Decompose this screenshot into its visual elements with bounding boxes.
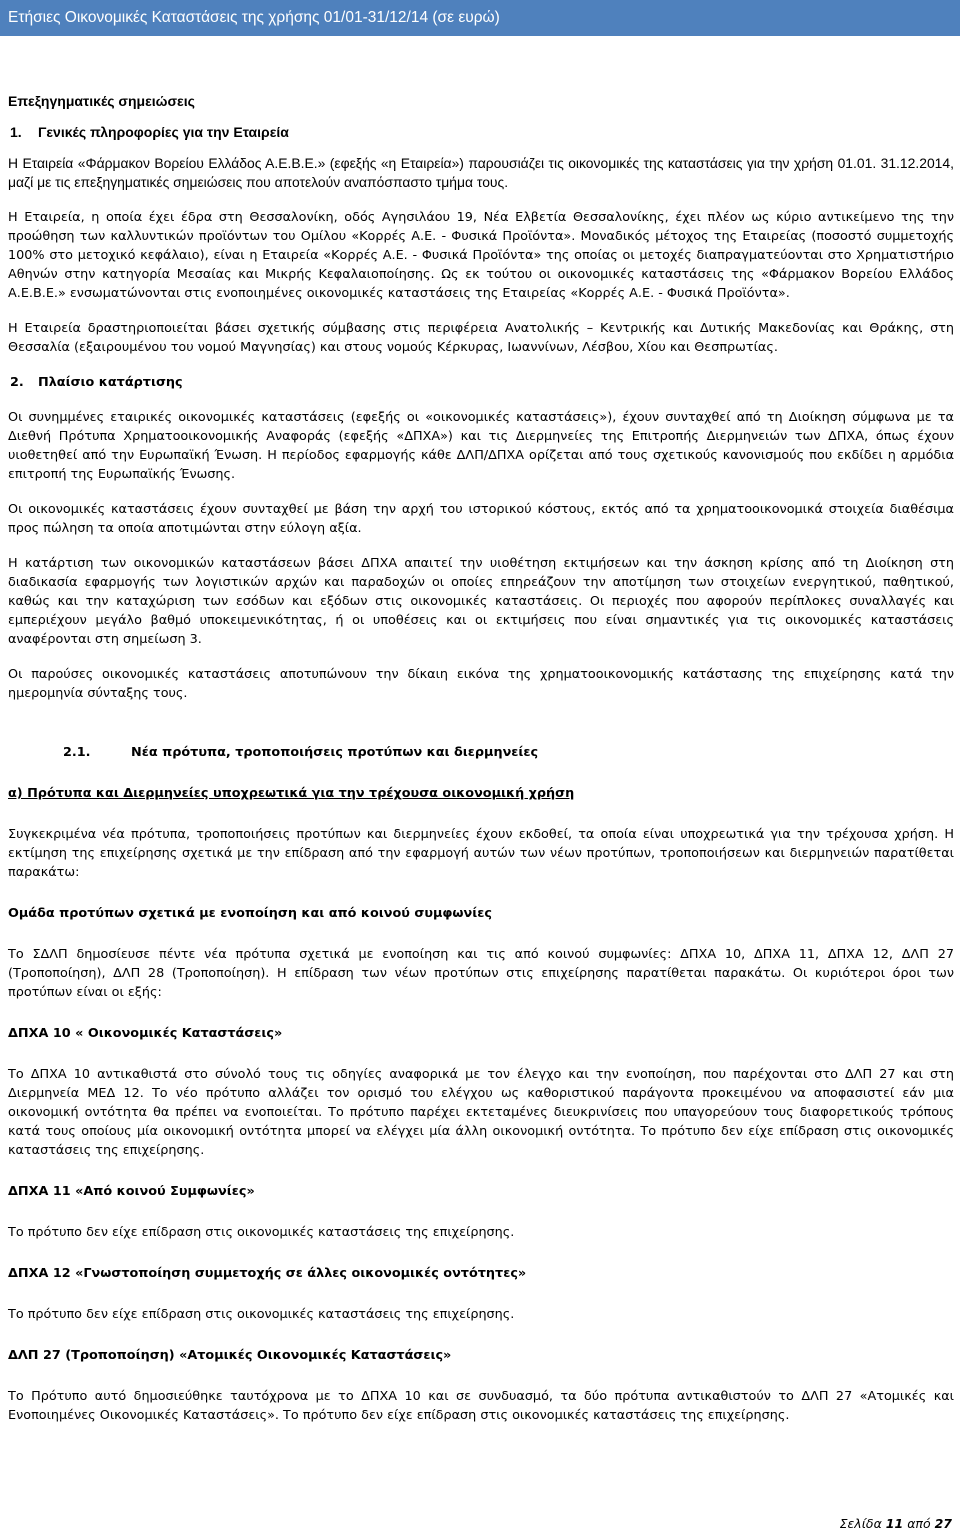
- footer-of-label: από: [907, 1516, 931, 1531]
- section-1-paragraph-1: Η Εταιρεία «Φάρμακον Βορείου Ελλάδος Α.Ε.Β.Ε.» (εφεξής «η Εταιρεία») παρουσιάζει τις οικονομικές της καταστάσεις για την χρήση 01.01. 31.12.2014, μαζί με τις επεξηγηματικές σημειώσεις που αποτελούν αναπόσπαστο τμήμα τους.: [8, 155, 954, 190]
- section-2-1-paragraph-1: Συγκεκριμένα νέα πρότυπα, τροποποιήσεις προτύπων και διερμηνείες έχουν εκδοθεί, τα οποία είναι υποχρεωτικά για την τρέχουσα χρήση. Η εκτίμηση της επιχείρησης σχετικά με την επίδραση από την εφαρμογή αυτών των νέων προτύπων, τροποποιήσεων και διερμηνειών παρατίθεται παρακάτω:: [8, 827, 954, 880]
- section-2-paragraph-2: Οι οικονομικές καταστάσεις έχουν συνταχθεί με βάση την αρχή του ιστορικού κόστους, εκτός από τα χρηματοοικονομικά στοιχεία διαθέσιμα προς πώληση τα οποία αποτιμώνται στην εύλογη αξία.: [8, 502, 954, 536]
- ifrs12-text: Το πρότυπο δεν είχε επίδραση στις οικονομικές καταστάσεις της επιχείρησης.: [8, 1307, 515, 1322]
- page-content: [8, 92, 954, 1425]
- consolidation-group-title: Ομάδα προτύπων σχετικά με ενοποίηση και από κοινού συμφωνίες: [8, 906, 492, 921]
- notes-title: Επεξηγηματικές σημειώσεις: [8, 93, 195, 109]
- section-1-number: 1.: [10, 124, 22, 140]
- section-1-title: Γενικές πληροφορίες για την Εταιρεία: [38, 124, 289, 140]
- section-2-paragraph-4: Οι παρούσες οικονομικές καταστάσεις αποτυπώνουν την δίκαιη εικόνα της χρηματοοικονομικής κατάστασης της επιχείρησης κατά την ημερομηνία σύνταξης τους.: [8, 667, 954, 701]
- section-2-paragraph-3: Η κατάρτιση των οικονομικών καταστάσεων βάσει ΔΠΧΑ απαιτεί την υιοθέτηση εκτιμήσεων και την άσκηση κρίσης από τη Διοίκηση στη διαδικασία εφαρμογής των λογιστικών αρχών και παραδοχών οι οποίες επηρεάζουν την αποτίμηση των στοιχείων ενεργητικού, παθητικού, καθώς και την καταχώριση των εσόδων και εξόδων στις οικονομικές καταστάσεις. Οι περιοχές που αφορούν περίπλοκες συναλλαγές και εμπεριέχουν μεγάλο βαθμό υποκειμενικότητας, ή οι υποθέσεις και οι εκτιμήσεις που είναι σημαντικές για τις οικονομικές καταστάσεις αναφέρονται στη σημείωση 3.: [8, 556, 954, 647]
- section-1-intro: [8, 154, 954, 192]
- footer-page-label: Σελίδα: [839, 1516, 882, 1531]
- ifrs11-title: ΔΠΧΑ 11 «Από κοινού Συμφωνίες»: [8, 1184, 255, 1199]
- ifrs11-text: Το πρότυπο δεν είχε επίδραση στις οικονομικές καταστάσεις της επιχείρησης.: [8, 1225, 515, 1240]
- ias27-title: ΔΛΠ 27 (Τροποποίηση) «Ατομικές Οικονομικές Καταστάσεις»: [8, 1348, 452, 1363]
- section-2-1-title: Νέα πρότυπα, τροποποιήσεις προτύπων και διερμηνείες: [131, 745, 539, 760]
- section-2-1-number: 2.1.: [63, 745, 91, 760]
- section-2-title: Πλαίσιο κατάρτισης: [38, 375, 183, 390]
- section-1-paragraph-2: Η Εταιρεία, η οποία έχει έδρα στη Θεσσαλονίκη, οδός Αγησιλάου 19, Νέα Ελβετία Θεσσαλονίκης, έχει πλέον ως κύριο αντικείμενο της την προώθηση των καλλυντικών προϊόντων του Ομίλου «Κορρές Α.Ε. - Φυσικά Προϊόντα». Μοναδικός μέτοχος της Εταιρείας (ποσοστό συμμετοχής 100% στο μετοχικό κεφάλαιο), είναι η Εταιρεία «Κορρές Α.Ε. - Φυσικά Προϊόντα» της οποίας οι μετοχές διαπραγματεύονται στο Χρηματιστήριο Αθηνών στην κατηγορία Μεσαίας και Μικρής Κεφαλαιοποίησης. Ως εκ τούτου οι οικονομικές καταστάσεις της «Φάρμακον Βορείου Ελλάδος Α.Ε.Β.Ε.» ενσωματώνονται στις ενοποιημένες οικονομικές καταστάσεις της Εταιρείας «Κορρές Α.Ε. - Φυσικά Προϊόντα».: [8, 210, 954, 301]
- section-2-number: 2.: [10, 375, 24, 390]
- section-1-heading: [8, 123, 954, 142]
- header-title: Ετήσιες Οικονομικές Καταστάσεις της χρήσης 01/01-31/12/14 (σε ευρώ): [8, 9, 500, 26]
- ifrs10-title: ΔΠΧΑ 10 « Οικονομικές Καταστάσεις»: [8, 1026, 283, 1041]
- footer-total-pages: 27: [934, 1516, 952, 1531]
- section-1-paragraph-3: Η Εταιρεία δραστηριοποιείται βάσει σχετικής σύμβασης στις περιφέρεια Ανατολικής – Κεντρικής και Δυτικής Μακεδονίας και Θράκης, στη Θεσσαλία (εξαιρουμένου του νομού Μαγνησίας) και στους νομούς Κέρκυρας, Ιωαννίνων, Λέσβου, Χίου και Θεσπρωτίας.: [8, 321, 954, 355]
- section-2-heading: [8, 373, 954, 392]
- section-2-1-heading: [8, 743, 954, 762]
- section-2-1-paragraph-2: Το ΣΔΛΠ δημοσίευσε πέντε νέα πρότυπα σχετικά με ενοποίηση και τις από κοινού συμφωνίες: ΔΠΧΑ 10, ΔΠΧΑ 11, ΔΠΧΑ 12, ΔΛΠ 27 (Τροποποίηση), ΔΛΠ 28 (Τροποποίηση). Η επίδραση των νέων προτύπων στις επιχείρησης παρατίθεται παρακάτω. Οι κυριότεροι όροι των προτύπων είναι οι εξής:: [8, 947, 954, 1000]
- ias27-text: Το Πρότυπο αυτό δημοσιεύθηκε ταυτόχρονα με το ΔΠΧΑ 10 και σε συνδυασμό, τα δύο πρότυπα αντικαθιστούν το ΔΛΠ 27 «Ατομικές και Ενοποιημένες Οικονομικές Καταστάσεις». Το πρότυπο δεν είχε επίδραση στις οικονομικές καταστάσεις της επιχείρησης.: [8, 1389, 954, 1423]
- ifrs10-text: Το ΔΠΧΑ 10 αντικαθιστά στο σύνολό τους τις οδηγίες αναφορικά με τον έλεγχο και την ενοποίηση, που παρέχονται στο ΔΛΠ 27 και στη Διερμηνεία ΜΕΔ 12. Το νέο πρότυπο αλλάζει τον ορισμό του ελέγχου ως καθοριστικού παράγοντα προκειμένου να αποφασιστεί εάν μια οικονομική οντότητα θα πρέπει να ενοποιείται. Το πρότυπο παρέχει εκτεταμένες διευκρινίσεις που υπαγορεύουν τους διαφορετικούς τρόπους κατά τους οποίους μία οικονομική οντότητα μπορεί να ελέγχει μία άλλη οικονομική οντότητα. Το πρότυπο δεν είχε επίδραση στις οικονομικές καταστάσεις της επιχείρησης.: [8, 1067, 954, 1158]
- footer-page-number: 11: [885, 1516, 904, 1531]
- mandatory-standards-subtitle: α) Πρότυπα και Διερμηνείες υποχρεωτικά για την τρέχουσα οικονομική χρήση: [8, 786, 575, 801]
- section-2-paragraph-1: Οι συνημμένες εταιρικές οικονομικές καταστάσεις (εφεξής οι «οικονομικές καταστάσεις»), έχουν συνταχθεί από τη Διοίκηση σύμφωνα με τα Διεθνή Πρότυπα Χρηματοοικονομικής Αναφοράς (εφεξής «ΔΠΧΑ») και τις Διερμηνείες της Επιτροπής Διερμηνειών των ΔΠΧΑ, όπως έχουν υιοθετηθεί από την Ευρωπαϊκή Ένωση. Η περίοδος εφαρμογής κάθε ΔΛΠ/ΔΠΧΑ ορίζεται από τους σχετικούς κανονισμούς που εκδίδει η αρμόδια επιτροπή της Ευρωπαϊκής Ένωσης.: [8, 410, 954, 482]
- page-footer: [840, 1516, 952, 1531]
- ifrs12-title: ΔΠΧΑ 12 «Γνωστοποίηση συμμετοχής σε άλλες οικονομικές οντότητες»: [8, 1266, 527, 1281]
- document-header: [0, 0, 960, 36]
